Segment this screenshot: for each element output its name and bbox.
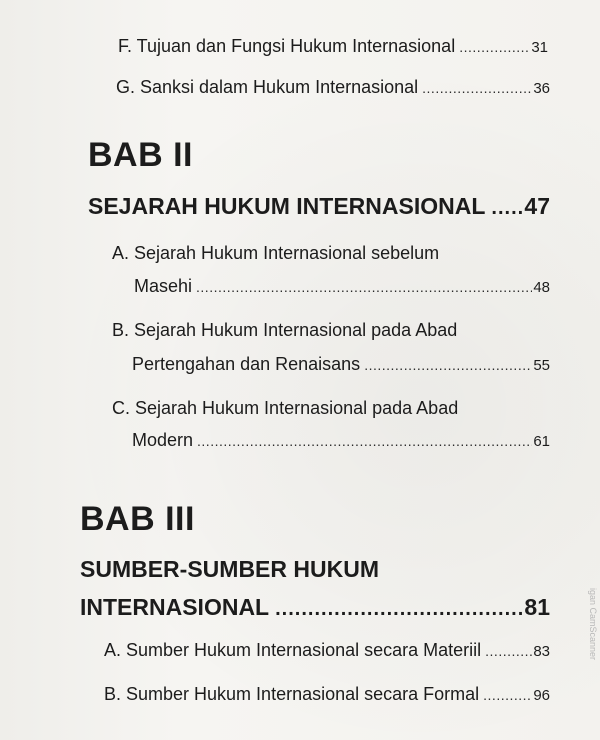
chapter-heading-label: SEJARAH HUKUM INTERNASIONAL (88, 193, 486, 219)
toc-entry-label: Pertengahan dan Renaisans (132, 354, 361, 374)
toc-page-number: 55 (533, 357, 550, 374)
leader-dots (483, 687, 532, 703)
leader-dots (364, 357, 532, 373)
toc-entry-a-line1: A. Sejarah Hukum Internasional sebelum (112, 243, 440, 263)
toc-page-number: 48 (533, 279, 550, 296)
chapter-heading-bab2 (88, 193, 550, 220)
toc-entry-c-line1: C. Sejarah Hukum Internasional pada Abad (112, 398, 459, 418)
toc-page-number: 83 (533, 643, 550, 660)
toc-entry-a (134, 276, 550, 297)
toc-entry-c (132, 430, 550, 451)
leader-dots (485, 643, 532, 659)
chapter-heading-bab3-line1: SUMBER-SUMBER HUKUM (80, 556, 379, 582)
leader-dots (197, 433, 532, 449)
chapter-page-number: 81 (524, 594, 550, 620)
toc-entry-b (132, 354, 550, 375)
toc-entry-label: Masehi (134, 276, 193, 296)
toc-entry-g (116, 77, 550, 98)
chapter-heading-label: INTERNASIONAL (80, 594, 270, 620)
toc-entry-label: Modern (132, 430, 194, 450)
toc-entry-label: A. Sumber Hukum Internasional secara Materiil (104, 640, 482, 660)
toc-entry-b-line1: B. Sejarah Hukum Internasional pada Abad (112, 320, 458, 340)
chapter-title-bab3: BAB III (80, 500, 195, 538)
leader-dots (491, 197, 522, 220)
toc-entry-f (118, 36, 548, 57)
toc-entry-label: B. Sumber Hukum Internasional secara Formal (104, 684, 480, 704)
toc-page-number: 61 (533, 433, 550, 450)
toc-page-number: 31 (531, 39, 548, 56)
toc-entry-label: G. Sanksi dalam Hukum Internasional (116, 77, 419, 97)
toc-entry-label: F. Tujuan dan Fungsi Hukum Internasional (118, 36, 456, 56)
chapter-page-number: 47 (524, 193, 550, 219)
toc-entry-a-bab3 (104, 640, 550, 661)
leader-dots (422, 80, 532, 96)
leader-dots (196, 279, 532, 295)
chapter-title-bab2: BAB II (88, 136, 193, 174)
chapter-heading-bab3 (80, 594, 550, 621)
toc-page-number: 96 (533, 687, 550, 704)
leader-dots (275, 598, 522, 621)
leader-dots (459, 39, 530, 55)
toc-entry-b-bab3 (104, 684, 550, 705)
scanner-watermark: igan CamScanner (588, 587, 598, 660)
toc-page-number: 36 (533, 80, 550, 97)
